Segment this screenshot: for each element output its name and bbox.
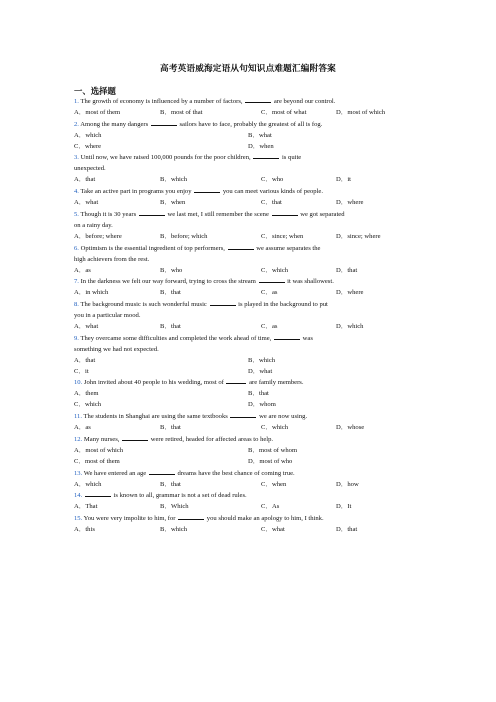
question-stem: 1. The growth of economy is influenced by a number of factors, are beyond our control. <box>74 98 336 105</box>
answer-option[interactable]: A．that <box>74 176 96 184</box>
answer-option[interactable]: C．who <box>261 176 284 184</box>
question-number: 4. <box>74 188 79 196</box>
answer-option[interactable]: D．which <box>336 323 364 330</box>
answer-option[interactable]: A．most of which <box>74 446 124 454</box>
options-row <box>74 389 434 400</box>
question-number: 1. <box>74 98 79 105</box>
answer-option[interactable]: B．who <box>160 266 183 274</box>
answer-option[interactable]: C．it <box>74 367 89 375</box>
answer-option[interactable]: C．that <box>261 199 282 207</box>
question-stem-continued: you in a particular mood. <box>74 312 141 320</box>
options-row <box>74 198 434 209</box>
options-row <box>74 108 434 119</box>
answer-option[interactable]: A．in which <box>74 289 109 297</box>
answer-option[interactable]: B．which <box>248 356 276 364</box>
answer-option[interactable]: B．that <box>160 289 181 297</box>
answer-option[interactable]: B．that <box>160 323 181 330</box>
answer-blank <box>259 276 285 283</box>
question-item <box>74 434 434 468</box>
question-number: 5. <box>74 210 79 218</box>
question-item <box>74 209 434 243</box>
options-row <box>74 502 434 513</box>
answer-blank <box>230 411 256 418</box>
options-row <box>74 446 434 457</box>
answer-option[interactable]: A．That <box>74 503 98 511</box>
question-number: 11. <box>74 413 82 421</box>
answer-blank <box>226 377 246 384</box>
answer-option[interactable]: D．whom <box>248 401 276 409</box>
options-row <box>74 288 434 299</box>
options-row <box>74 525 434 536</box>
options-row <box>74 457 434 468</box>
question-number: 8. <box>74 301 79 309</box>
answer-option[interactable]: C．when <box>261 480 287 488</box>
answer-option[interactable]: D．when <box>248 142 274 150</box>
question-item <box>74 186 434 209</box>
question-item <box>74 468 434 491</box>
options-row <box>74 232 434 243</box>
question-stem: 11. The students in Shanghai are using the same textbooks we are now using. <box>74 413 308 421</box>
answer-option[interactable]: C．as <box>261 289 278 297</box>
options-row <box>74 266 434 277</box>
answer-option[interactable]: C．which <box>74 401 102 409</box>
question-number: 12. <box>74 435 83 443</box>
answer-blank <box>228 243 254 250</box>
answer-option[interactable]: D．It <box>336 503 352 511</box>
answer-blank <box>149 468 175 475</box>
question-number: 15. <box>74 515 83 523</box>
options-row <box>74 367 434 378</box>
answer-option[interactable]: D．most of which <box>336 108 386 116</box>
question-stem: 5. Though it is 30 years we last met, I still remember the scene we got separated <box>74 210 345 218</box>
answer-option[interactable]: C．most of them <box>74 457 120 465</box>
answer-option[interactable]: D．where <box>336 289 364 297</box>
question-number: 13. <box>74 469 83 477</box>
answer-option[interactable]: B．before; which <box>160 232 208 240</box>
answer-option[interactable]: C．where <box>74 142 102 150</box>
page-title: 高考英语威海定语从句知识点难题汇编附答案 <box>160 63 336 73</box>
answer-option[interactable]: C．what <box>261 526 285 534</box>
question-stem: 10. John invited about 40 people to his wedding, most of are family members. <box>74 379 304 387</box>
answer-option[interactable]: A．this <box>74 526 95 534</box>
question-stem: 2. Among the many dangers sailors have to face, probably the greatest of all is fog. <box>74 120 323 128</box>
answer-option[interactable]: A．as <box>74 266 91 274</box>
answer-option[interactable]: D．since; where <box>336 232 381 240</box>
answer-option[interactable]: C．which <box>261 424 289 432</box>
question-list <box>74 96 434 536</box>
question-stem-continued: unexpected. <box>74 165 106 173</box>
question-item <box>74 152 434 186</box>
answer-option[interactable]: B．most of whom <box>248 446 298 454</box>
answer-option[interactable]: B．most of that <box>160 108 203 116</box>
answer-option[interactable]: A．that <box>74 356 96 364</box>
answer-option[interactable]: D．what <box>248 367 273 375</box>
answer-blank <box>151 119 177 126</box>
answer-option[interactable]: B．Which <box>160 503 189 511</box>
answer-blank <box>210 299 236 306</box>
question-number: 14. <box>74 492 83 500</box>
answer-option[interactable]: D．most of who <box>248 457 293 465</box>
answer-option[interactable]: A．which <box>74 480 102 488</box>
options-row <box>74 131 434 142</box>
question-number: 2. <box>74 120 79 128</box>
answer-option[interactable]: D．how <box>336 480 359 488</box>
question-item <box>74 333 434 378</box>
options-row <box>74 356 434 367</box>
question-stem: 15. You were very impolite to him, for you should make an apology to him, I think. <box>74 515 324 523</box>
question-number: 3. <box>74 154 79 162</box>
question-item <box>74 299 434 333</box>
answer-option[interactable]: C．since; when <box>261 232 304 240</box>
question-number: 10. <box>74 379 83 387</box>
question-stem: 8. The background music is such wonderful music is played in the background to put <box>74 301 328 309</box>
question-item <box>74 276 434 299</box>
answer-option[interactable]: A．most of them <box>74 108 121 116</box>
answer-option[interactable]: B．that <box>160 424 181 432</box>
question-stem: 9. They overcame some difficulties and completed the work ahead of time, was <box>74 334 313 342</box>
question-stem: 3. Until now, we have raised 100,000 pounds for the poor children, is quite <box>74 154 302 162</box>
question-number: 7. <box>74 278 79 286</box>
question-stem: 7. In the darkness we felt our way forward, trying to cross the stream it was shallowest. <box>74 278 334 286</box>
answer-option[interactable]: B．when <box>160 199 186 207</box>
question-stem-continued: something we had not expected. <box>74 345 159 353</box>
answer-option[interactable]: B．what <box>248 131 272 139</box>
answer-blank <box>272 209 298 216</box>
answer-option[interactable]: D．where <box>336 199 364 207</box>
answer-option[interactable]: B．that <box>248 390 269 398</box>
answer-option[interactable]: C．As <box>261 503 280 511</box>
answer-blank <box>139 209 165 216</box>
question-stem-continued: on a rainy day. <box>74 221 113 229</box>
question-stem: 4. Take an active part in programs you enjoy you can meet various kinds of people. <box>74 188 323 196</box>
answer-option[interactable]: D．whose <box>336 424 365 432</box>
answer-option[interactable]: B．which <box>160 526 188 534</box>
answer-option[interactable]: C．most of what <box>261 108 307 116</box>
answer-option[interactable]: A．before; where <box>74 232 122 240</box>
answer-blank <box>122 434 148 441</box>
options-row <box>74 423 434 434</box>
question-stem: 6. Optimism is the essential ingredient of top performers, we assume separates the <box>74 244 321 252</box>
question-number: 6. <box>74 244 79 252</box>
options-row <box>74 322 434 333</box>
answer-blank <box>194 186 220 193</box>
question-stem-continued: high achievers from the rest. <box>74 255 150 263</box>
answer-option[interactable]: A．as <box>74 424 91 432</box>
answer-option[interactable]: B．which <box>160 176 188 184</box>
answer-option[interactable]: A．what <box>74 323 99 330</box>
answer-option[interactable]: A．which <box>74 131 102 139</box>
answer-blank <box>178 513 204 520</box>
question-stem: 12. Many nurses, were retired, headed for affected areas to help. <box>74 435 274 443</box>
question-item <box>74 243 434 277</box>
answer-option[interactable]: A．what <box>74 199 99 207</box>
options-row <box>74 400 434 411</box>
answer-blank <box>245 96 271 103</box>
options-row <box>74 175 434 186</box>
question-stem: 14. is known to all, grammar is not a set of dead rules. <box>74 492 247 500</box>
answer-option[interactable]: B．that <box>160 480 181 488</box>
answer-blank <box>253 152 279 159</box>
answer-option[interactable]: D．it <box>336 176 352 184</box>
question-item <box>74 377 434 411</box>
question-item <box>74 490 434 513</box>
question-item <box>74 119 434 153</box>
options-row <box>74 142 434 153</box>
section-heading: 一、选择题 <box>74 87 116 96</box>
answer-blank <box>85 490 111 497</box>
answer-option[interactable]: D．that <box>336 526 358 534</box>
answer-option[interactable]: C．which <box>261 266 289 274</box>
options-row <box>74 480 434 491</box>
question-number: 9. <box>74 334 79 342</box>
answer-blank <box>274 333 300 340</box>
answer-option[interactable]: C．as <box>261 323 278 330</box>
answer-option[interactable]: A．them <box>74 390 99 398</box>
question-item <box>74 96 434 119</box>
question-item <box>74 513 434 536</box>
question-stem: 13. We have entered an age dreams have the best chance of coming true. <box>74 469 295 477</box>
answer-option[interactable]: D．that <box>336 266 358 274</box>
question-item <box>74 411 434 434</box>
